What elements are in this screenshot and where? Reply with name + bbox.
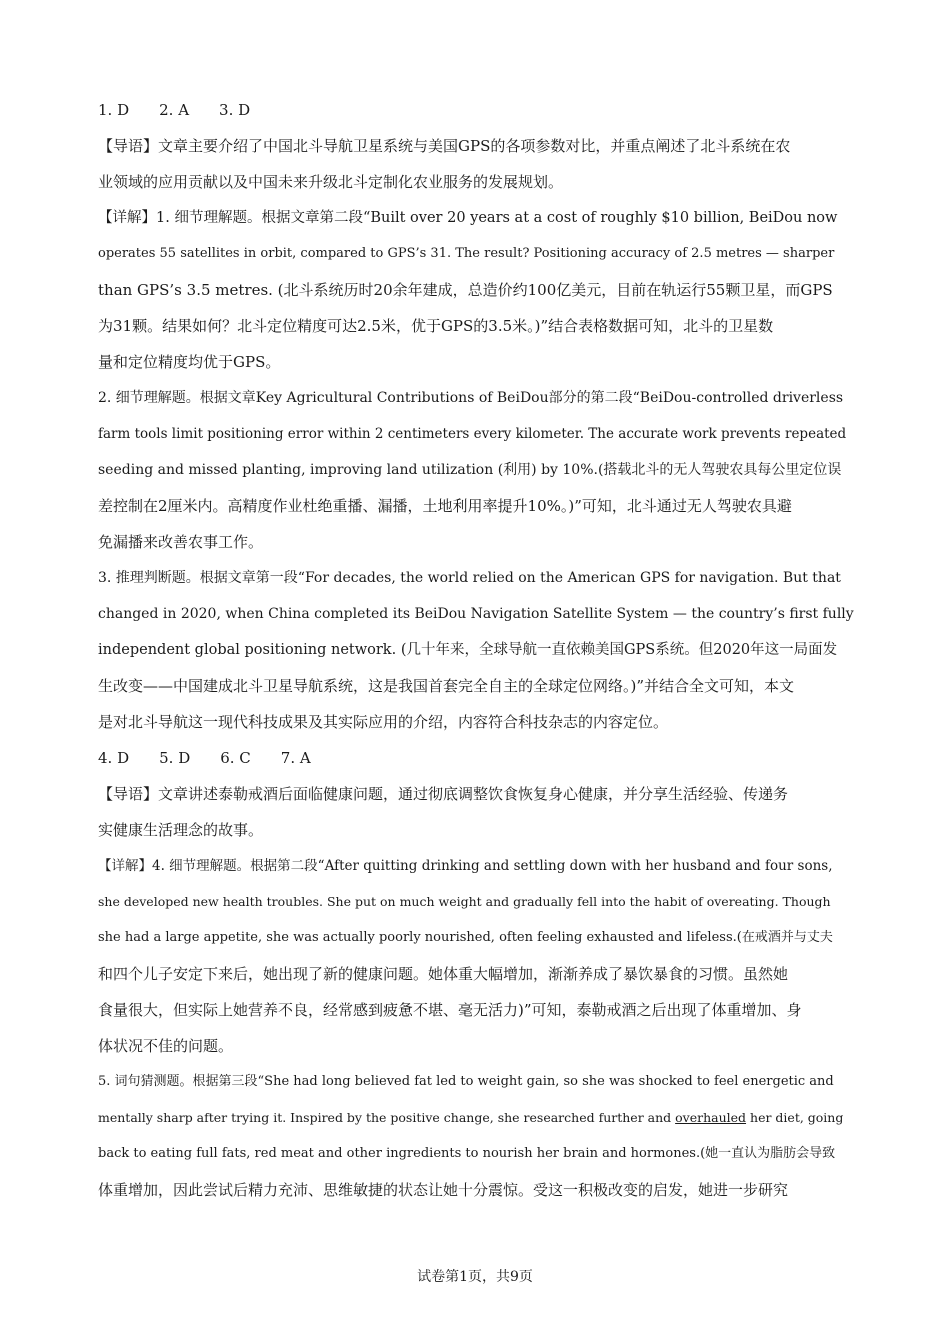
detail-line: she had a large appetite, she was actually poorly nourished, often feeling exhausted and lifeless.(在戒酒并与丈夫 (98, 930, 833, 945)
detail-line: 5. 词句猜测题。根据第三段“She had long believed fat led to weight gain, so she was shocked to feel energetic and (98, 1074, 834, 1089)
underlined-word: overhauled (675, 1110, 747, 1125)
detail-line: 是对北斗导航这一现代科技成果及其实际应用的介绍，内容符合科技杂志的内容定位。 (98, 713, 669, 731)
detail-line: 体状况不佳的问题。 (98, 1037, 234, 1055)
answer-item: 7. A (280, 749, 311, 767)
detail-line: independent global positioning network. (几十年来，全球导航一直依赖美国GPS系统。但2020年这一局面发 (98, 642, 838, 658)
answer-item: 2. A (159, 101, 190, 119)
intro-line: 【导语】文章讲述泰勒戒酒后面临健康问题，通过彻底调整饮食恢复身心健康，并分享生活经验、传递务 (98, 785, 789, 803)
detail-line: 体重增加，因此尝试后精力充沛、思维敏捷的状态让她十分震惊。受这一积极改变的启发，她进一步研究 (98, 1181, 789, 1199)
answer-item: 6. C (220, 749, 251, 767)
detail-line: back to eating full fats, red meat and other ingredients to nourish her brain and hormones.(她一直认为脂肪会导致 (98, 1146, 836, 1161)
detail-line: 和四个儿子安定下来后，她出现了新的健康问题。她体重大幅增加，渐渐养成了暴饮暴食的习惯。虽然她 (98, 965, 789, 983)
intro-line: 实健康生活理念的故事。 (98, 821, 264, 839)
detail-line: 差控制在2厘米内。高精度作业杜绝重播、漏播，土地利用率提升10%。)”可知，北斗通过无人驾驶农具避 (98, 497, 792, 515)
detail-line: changed in 2020, when China completed its BeiDou Navigation Satellite System — the country’s first fully (98, 606, 854, 622)
page-footer: 试卷第1页，共9页 (417, 1269, 533, 1285)
detail-line: 量和定位精度均优于GPS。 (98, 353, 281, 371)
detail-line: 【详解】4. 细节理解题。根据第二段“After quitting drinking and settling down with her husband and four sons, (98, 858, 833, 874)
detail-line: 2. 细节理解题。根据文章Key Agricultural Contributions of BeiDou部分的第二段“BeiDou-controlled driverless (98, 390, 844, 406)
detail-line: 3. 推理判断题。根据文章第一段“For decades, the world relied on the American GPS for navigation. But that (98, 570, 841, 586)
detail-line: operates 55 satellites in orbit, compared to GPS’s 31. The result? Positioning accuracy of 2.5 metres — sharper (98, 246, 835, 261)
answer-line-1 (98, 92, 856, 128)
detail-line: 生改变——中国建成北斗卫星导航系统，这是我国首套完全自主的全球定位网络。)”并结合全文可知，本文 (98, 677, 795, 695)
detail-line: than GPS’s 3.5 metres. (北斗系统历时20余年建成，总造价约100亿美元，目前在轨运行55颗卫星，而GPS (98, 281, 833, 299)
answer-item: 5. D (159, 749, 191, 767)
detail-line: 为31颗。结果如何？北斗定位精度可达2.5米，优于GPS的3.5米。)”结合表格数据可知，北斗的卫星数 (98, 317, 774, 335)
intro-line: 业领域的应用贡献以及中国未来升级北斗定制化农业服务的发展规划。 (98, 173, 564, 191)
answer-item: 4. D (98, 749, 130, 767)
detail-line: she developed new health troubles. She put on much weight and gradually fell into the habit of overeating. Though (98, 894, 831, 909)
detail-line: 食量很大，但实际上她营养不良，经常感到疲惫不堪、毫无活力)”可知，泰勒戒酒之后出现了体重增加、身 (98, 1001, 802, 1019)
answer-line-2 (98, 740, 856, 776)
text-segment: her diet, going (746, 1110, 844, 1125)
answer-item: 1. D (98, 101, 130, 119)
detail-line: seeding and missed planting, improving land utilization (利用) by 10%.(搭载北斗的无人驾驶农具每公里定位误 (98, 462, 842, 478)
detail-line: 【详解】1. 细节理解题。根据文章第二段“Built over 20 years at a cost of roughly $10 billion, BeiDou now (98, 210, 838, 226)
document-body (98, 92, 856, 1208)
answer-item: 3. D (219, 101, 251, 119)
intro-line: 【导语】文章主要介绍了中国北斗导航卫星系统与美国GPS的各项参数对比，并重点阐述了北斗系统在农 (98, 137, 791, 155)
detail-line: 免漏播来改善农事工作。 (98, 533, 264, 551)
text-segment: mentally sharp after trying it. Inspired by the positive change, she researched further and (98, 1110, 676, 1125)
detail-line: farm tools limit positioning error within 2 centimeters every kilometer. The accurate work prevents repeated (98, 426, 847, 442)
detail-line (98, 1100, 856, 1136)
